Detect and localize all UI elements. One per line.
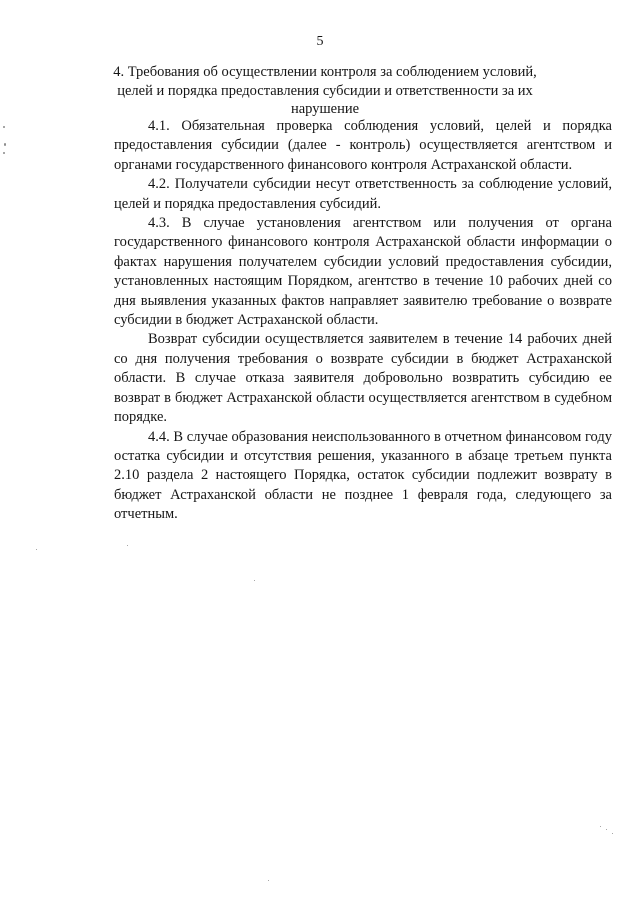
scan-speck [3, 126, 5, 128]
scan-speck [606, 829, 607, 830]
scan-speck [600, 826, 601, 827]
scan-speck [4, 143, 6, 146]
scan-speck [36, 549, 37, 550]
section-body [114, 117, 612, 525]
scan-speck [3, 152, 5, 154]
scan-speck [268, 880, 269, 881]
scan-speck [127, 545, 128, 546]
section-heading: 4. Требования об осуществлении контроля за соблюдением условий, целей и порядка предоставления субсидии и ответственности за их нарушение [113, 64, 537, 117]
paragraph-4-2: 4.2. Получатели субсидии несут ответственность за соблюдение условий, целей и порядка предоставления субсидий. [114, 176, 612, 212]
paragraph-4-3: 4.3. В случае установления агентством или получения от органа государственного финансового контроля Астраханской области информации о фактах нарушения получателем субсидии условий предоставления субсидии, установленных настоящим Порядком, агентство в течение 10 рабочих дней со дня выявления указанных фактов направляет заявителю требование о возврате субсидии в бюджет Астраханской области. [114, 215, 612, 329]
paragraph-refund: Возврат субсидии осуществляется заявителем в течение 14 рабочих дней со дня получения требования о возврате субсидии в бюджет Астраханской области. В случае отказа заявителя добровольно возвратить субсидию ее возврат в бюджет Астраханской области осуществляется агентством в судебном порядке. [114, 331, 612, 426]
paragraph-4-1: 4.1. Обязательная проверка соблюдения условий, целей и порядка предоставления субсидии (далее - контроль) осуществляется агентством и органами государственного финансового контроля Астраханской области. [114, 118, 612, 173]
scan-speck [254, 580, 255, 581]
page-number: 5 [316, 34, 324, 49]
scan-speck [612, 833, 613, 834]
paragraph-4-4: 4.4. В случае образования неиспользованного в отчетном финансовом году остатка субсидии и отсутствия решения, указанного в абзаце третьем пункта 2.10 раздела 2 настоящего Порядка, остаток субсидии подлежит возврату в бюджет Астраханской области не позднее 1 февраля года, следующего за отчетным. [114, 428, 612, 523]
